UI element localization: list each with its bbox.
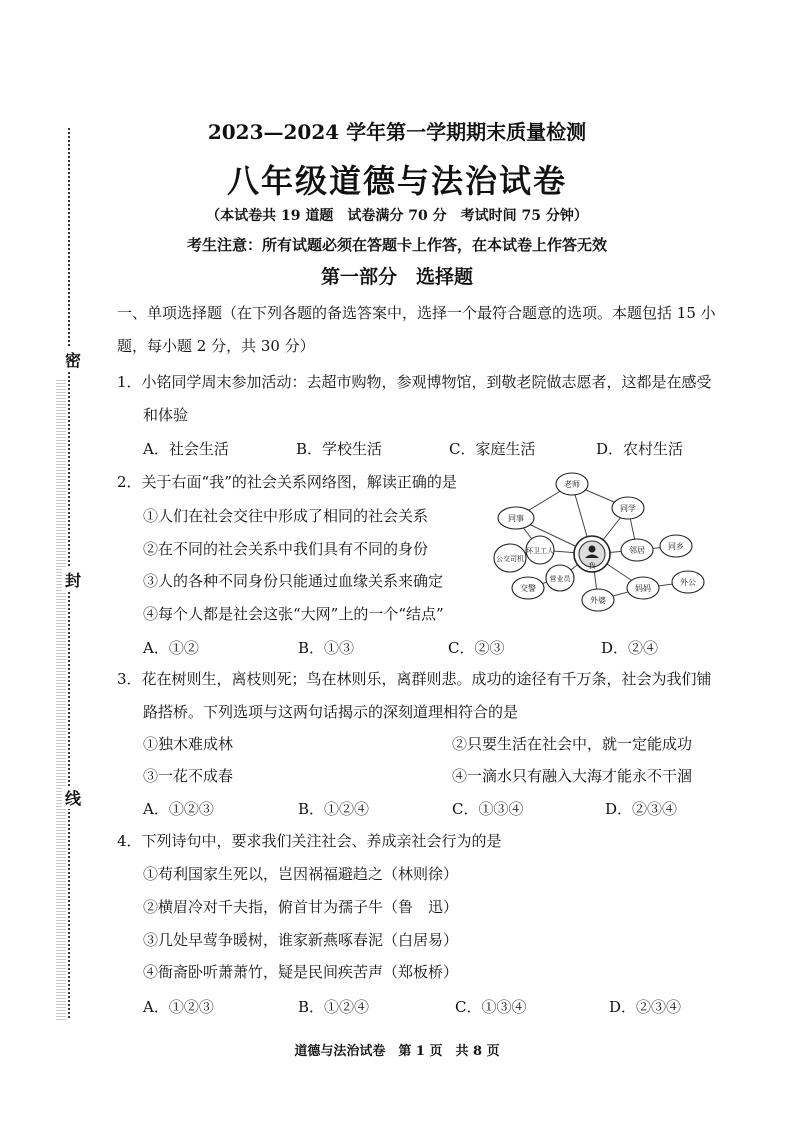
node-label-me: 我 [588, 562, 596, 570]
subject-title: 八年级道德与法治试卷 [226, 162, 567, 200]
binding-char-xian: 线 [62, 786, 84, 809]
q4-statement-3: ③几处早莺争暖树，谁家新燕啄春泥（白居易） [143, 931, 459, 949]
q4-stem: 4．下列诗句中，要求我们关注社会、养成亲社会行为的是 [117, 832, 502, 850]
q4-option-a: A．①②③ [143, 998, 214, 1016]
q1-option-a: A．社会生活 [143, 440, 229, 458]
q3-statement-2: ②只要生活在社会中，就一定能成功 [452, 735, 693, 753]
exam-info: （本试卷共 19 道题 试卷满分 70 分 考试时间 75 分钟） [206, 208, 588, 224]
node-label-sanitation-worker: 环卫工人 [526, 547, 554, 555]
node-label-teacher: 老师 [564, 480, 580, 489]
q2-stem: 2．关于右面“我”的社会关系网络图，解读正确的是 [117, 473, 457, 491]
q4-option-c: C．①③④ [455, 998, 527, 1016]
q3-option-a: A．①②③ [143, 800, 214, 818]
q3-statement-1: ①独木难成林 [143, 735, 234, 753]
node-label-grandma: 外婆 [590, 596, 606, 605]
social-network-diagram [488, 470, 718, 620]
node-label-grandpa: 外公 [680, 578, 696, 587]
q4-statement-2: ②横眉冷对千夫指，俯首甘为孺子牛（鲁 迅） [143, 898, 459, 916]
q4-statement-4: ④衙斋卧听萧萧竹，疑是民间疾苦声（郑板桥） [143, 963, 459, 981]
q4-option-d: D．②③④ [609, 998, 682, 1016]
q2-option-d: D．②④ [601, 639, 659, 657]
part-title: 第一部分 选择题 [320, 266, 473, 288]
person-icon-head [589, 546, 596, 553]
q1-option-b: B．学校生活 [296, 440, 383, 458]
exam-title: 2023—2024 学年第一学期期末质量检测 [207, 120, 587, 144]
page-footer: 道德与法治试卷 第 1 页 共 8 页 [294, 1044, 500, 1059]
q2-option-a: A．①② [143, 639, 199, 657]
q2-option-c: C．②③ [448, 639, 505, 657]
q3-option-c: C．①③④ [452, 800, 524, 818]
node-label-classmate: 同学 [620, 504, 636, 513]
q2-statement-3: ③人的各种不同身份只能通过血缘关系来确定 [143, 572, 444, 590]
node-label-clerk: 营业员 [549, 575, 571, 583]
q1-stem-line2: 和体验 [143, 406, 189, 424]
q2-statement-4: ④每个人都是社会这张“大网”上的一个“结点” [143, 605, 444, 623]
q3-statement-3: ③一花不成春 [143, 767, 234, 785]
node-label-bus-driver: 公交司机 [496, 555, 524, 563]
binding-char-mi: 密 [62, 348, 84, 371]
node-label-mom: 妈妈 [635, 584, 651, 593]
binding-char-feng: 封 [62, 568, 84, 591]
q3-stem-line2: 路搭桥。下列选项与这两句话揭示的深刻道理相符合的是 [143, 703, 519, 721]
q4-statement-1: ①苟利国家生死以，岂因祸福避趋之（林则徐） [143, 865, 459, 883]
q3-option-b: B．①②④ [298, 800, 370, 818]
node-label-neighbor: 邻居 [629, 546, 645, 555]
q2-option-b: B．①③ [298, 639, 355, 657]
q1-option-d: D．农村生活 [596, 440, 684, 458]
binding-shade [56, 380, 66, 1020]
q3-stem-line1: 3．花在树则生，离枝则死；鸟在林则乐，离群则悲。成功的途径有千万条，社会为我们铺 [117, 670, 712, 688]
section-intro-line1: 一、单项选择题（在下列各题的备选答案中，选择一个最符合题意的选项。本题包括 15 小 [117, 304, 716, 322]
node-label-townsman: 同乡 [668, 542, 684, 551]
q3-option-d: D．②③④ [605, 800, 678, 818]
section-intro-line2: 题，每小题 2 分，共 30 分） [117, 337, 315, 355]
exam-notice: 考生注意：所有试题必须在答题卡上作答，在本试卷上作答无效 [186, 236, 607, 254]
node-label-traffic-police: 交警 [520, 584, 536, 593]
q1-option-c: C．家庭生活 [449, 440, 536, 458]
q1-stem-line1: 1．小铭同学周末参加活动：去超市购物，参观博物馆，到敬老院做志愿者，这都是在感受 [117, 373, 712, 391]
q2-statement-1: ①人们在社会交往中形成了相同的社会关系 [143, 507, 429, 525]
q2-statement-2: ②在不同的社会关系中我们具有不同的身份 [143, 540, 429, 558]
q4-option-b: B．①②④ [298, 998, 370, 1016]
q3-statement-4: ④一滴水只有融入大海才能永不干涸 [452, 767, 693, 785]
node-label-colleague: 同事 [508, 514, 524, 523]
